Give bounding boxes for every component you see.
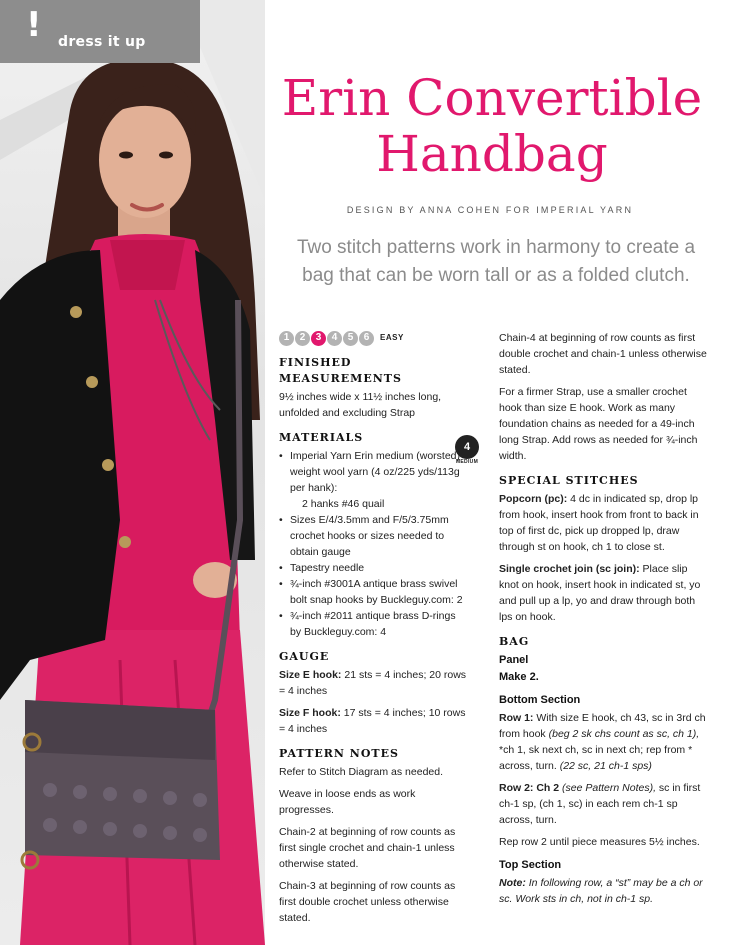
gauge-e-text: 21 sts = 4 inches; 20 rows = 4 inches bbox=[279, 669, 467, 697]
skill-dot-6: 6 bbox=[359, 331, 374, 346]
row-1-label: Row 1: bbox=[499, 712, 534, 724]
special-heading: SPECIAL STITCHES bbox=[499, 474, 639, 487]
notes-heading: PATTERN NOTES bbox=[279, 747, 399, 760]
popcorn-text: 4 dc in indicated sp, drop lp from hook, insert hook from front to back in top of first dc, pick up dropped lp, draw through st on hook, ch 1 to close st. bbox=[499, 493, 699, 553]
row-2 bbox=[499, 780, 709, 828]
note-text: In following row, a “st” may be a ch or sc. Work sts in ch, not in ch-1 sp. bbox=[499, 877, 703, 905]
note-6: For a firmer Strap, use a smaller crochet hook than size E hook. Work as many foundation chains as needed for a 49-inch long Strap. Add rows as needed for ¾-inch width. bbox=[499, 386, 698, 462]
finished-text: 9½ inches wide x 11½ inches long, unfolded and excluding Strap bbox=[279, 391, 442, 419]
materials-item: • ¾-inch #3001A antique brass swivel bolt snap hooks by Buckleguy.com: 2 bbox=[279, 576, 469, 608]
skill-label: EASY bbox=[380, 333, 404, 342]
top-section-heading: Top Section bbox=[499, 859, 562, 871]
row-1-text-a: With size E hook, ch 43, sc in 3rd ch from hook bbox=[499, 712, 706, 740]
materials-item-text: Imperial Yarn Erin medium (worsted) weight wool yarn (4 oz/225 yds/113g per hank): bbox=[290, 450, 460, 494]
sc-join-label: Single crochet join (sc join): bbox=[499, 563, 640, 575]
row-1-text-b: *ch 1, sk next ch, sc in next ch; rep from * across, turn. bbox=[499, 744, 693, 772]
bag-heading: BAG bbox=[499, 635, 530, 648]
gauge-heading: GAUGE bbox=[279, 650, 330, 663]
skill-dot-3: 3 bbox=[311, 331, 326, 346]
bottom-section-heading: Bottom Section bbox=[499, 694, 581, 706]
row-1-em: (beg 2 sk chs count as sc, ch 1), bbox=[548, 728, 700, 740]
finished-heading: FINISHED MEASUREMENTS bbox=[279, 356, 402, 385]
row-2-em: (see Pattern Notes), bbox=[562, 782, 656, 794]
column-left bbox=[279, 330, 469, 932]
row-2-label: Row 2: bbox=[499, 782, 534, 794]
note-1: Refer to Stitch Diagram as needed. bbox=[279, 766, 444, 778]
deck-text: Two stitch patterns work in harmony to create a bag that can be worn tall or as a folded clutch. bbox=[296, 237, 696, 286]
sc-join-text: Place slip knot on hook, insert hook in indicated st, yo and pull up a lp, yo and draw through both lps on hook. bbox=[499, 563, 701, 623]
gauge-e bbox=[279, 667, 469, 699]
row-1-count: (22 sc, 21 ch-1 sps) bbox=[559, 760, 652, 772]
materials-item-sub: 2 hanks #46 quail bbox=[302, 498, 385, 510]
note-label: Note: bbox=[499, 877, 526, 889]
materials-item: • Sizes E/4/3.5mm and F/5/3.75mm crochet hooks or sizes needed to obtain gauge bbox=[279, 512, 469, 560]
yarn-weight-label: MEDIUM bbox=[455, 459, 479, 465]
section-tab bbox=[0, 0, 200, 63]
materials-heading: MATERIALS bbox=[279, 431, 364, 444]
materials-item: • ¾-inch #2011 antique brass D-rings by Buckleguy.com: 4 bbox=[279, 608, 469, 640]
repeat-instruction: Rep row 2 until piece measures 5½ inches. bbox=[499, 836, 700, 848]
yarn-weight-number: 4 bbox=[455, 435, 479, 459]
gauge-f bbox=[279, 705, 469, 737]
section-marker: ! bbox=[26, 5, 42, 45]
materials-item bbox=[279, 448, 469, 512]
gauge-e-label: Size E hook: bbox=[279, 669, 342, 681]
skill-dot-2: 2 bbox=[295, 331, 310, 346]
note-5: Chain-4 at beginning of row counts as first double crochet and chain-1 unless otherwise stated. bbox=[499, 332, 707, 376]
special-popcorn bbox=[499, 491, 709, 555]
materials-item: • Tapestry needle bbox=[279, 560, 469, 576]
note-2: Weave in loose ends as work progresses. bbox=[279, 788, 416, 816]
make-count: Make 2. bbox=[499, 671, 539, 683]
model-photo bbox=[0, 0, 265, 945]
row-1 bbox=[499, 710, 709, 774]
skill-dot-4: 4 bbox=[327, 331, 342, 346]
skill-dot-1: 1 bbox=[279, 331, 294, 346]
skill-dot-5: 5 bbox=[343, 331, 358, 346]
row-2-text-a: Ch 2 bbox=[536, 782, 560, 794]
row-2-text-b: sc in first ch-1 sp, (ch 1, sc) in each rem ch-1 sp across, turn. bbox=[499, 782, 701, 826]
special-sc-join bbox=[499, 561, 709, 625]
page-title: Erin Convertible Handbag bbox=[281, 69, 703, 183]
materials-list bbox=[279, 448, 469, 640]
gauge-f-label: Size F hook: bbox=[279, 707, 341, 719]
model-illustration bbox=[0, 0, 265, 945]
panel-heading: Panel bbox=[499, 654, 529, 666]
gauge-f-text: 17 sts = 4 inches; 10 rows = 4 inches bbox=[279, 707, 466, 735]
column-right bbox=[499, 330, 709, 913]
popcorn-label: Popcorn (pc): bbox=[499, 493, 568, 505]
skill-level bbox=[279, 330, 469, 346]
byline: DESIGN BY ANNA COHEN FOR IMPERIAL YARN bbox=[346, 205, 634, 215]
section-label: dress it up bbox=[58, 34, 146, 50]
top-note bbox=[499, 875, 709, 907]
note-3: Chain-2 at beginning of row counts as first single crochet and chain-1 unless otherwise stated. bbox=[279, 826, 456, 870]
note-4: Chain-3 at beginning of row counts as first double crochet unless otherwise stated. bbox=[279, 880, 456, 924]
